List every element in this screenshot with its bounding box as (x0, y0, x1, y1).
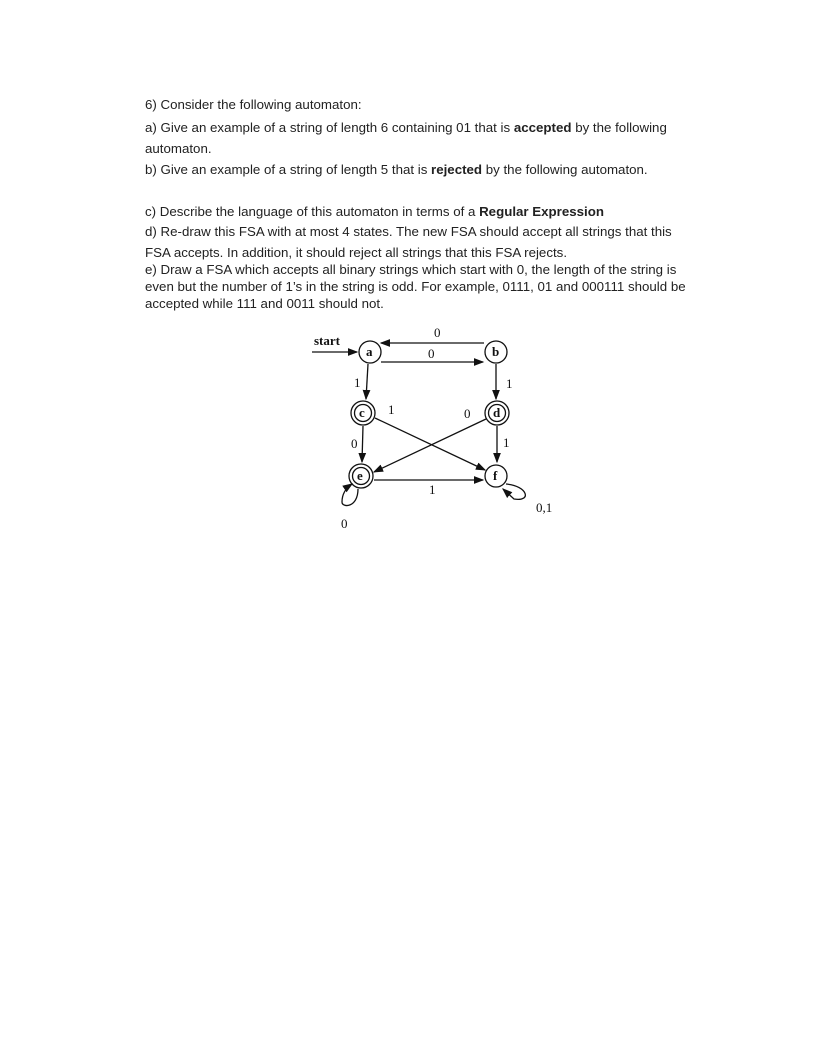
edge-c-e (362, 426, 363, 462)
question-a-cont: automaton. (145, 141, 212, 156)
state-e: e (357, 468, 363, 483)
state-f: f (493, 468, 498, 483)
state-a: a (366, 344, 373, 359)
question-d-2: FSA accepts. In addition, it should reject all strings that this FSA rejects. (145, 245, 568, 260)
emphasis-regex: Regular Expression (479, 204, 604, 219)
state-b: b (492, 344, 500, 359)
question-intro: 6) Consider the following automaton: (145, 97, 362, 112)
edge-d-e (374, 419, 486, 472)
question-e-3: accepted while 111 and 0011 should not. (145, 296, 384, 311)
question-e-2: even but the number of 1’s in the string is odd. For example, 0111, 01 and 000111 should be (145, 279, 686, 294)
text: b) Give an example of a string of length 5 that is (145, 162, 432, 177)
edge-c-f (375, 418, 485, 470)
question-d-1: d) Re-draw this FSA with at most 4 states. The new FSA should accept all strings that this (145, 224, 672, 239)
label-b-a: 0 (434, 325, 441, 340)
edge-a-c (366, 364, 368, 399)
label-f-f: 0,1 (536, 500, 553, 515)
label-d-f: 1 (503, 435, 510, 450)
question-e-1: e) Draw a FSA which accepts all binary strings which start with 0, the length of the string is (145, 262, 677, 277)
text: by the following automaton. (482, 162, 648, 177)
text: by the following (571, 120, 667, 135)
loop-f (503, 484, 525, 499)
label-a-c: 1 (354, 375, 361, 390)
emphasis-accepted: accepted (513, 120, 572, 135)
label-c-f: 1 (388, 402, 395, 417)
label-b-d: 1 (506, 376, 513, 391)
label-c-e: 0 (351, 436, 358, 451)
text: c) Describe the language of this automaton in terms of a (145, 204, 480, 219)
label-e-e: 0 (341, 516, 348, 531)
state-c: c (359, 405, 365, 420)
label-e-f: 1 (429, 482, 436, 497)
start-label: start (314, 333, 340, 348)
emphasis-rejected: rejected (431, 162, 483, 177)
state-d: d (493, 405, 501, 420)
label-d-e: 0 (464, 406, 471, 421)
label-a-b: 0 (428, 346, 435, 361)
text: a) Give an example of a string of length 6 containing 01 that is (145, 120, 514, 135)
